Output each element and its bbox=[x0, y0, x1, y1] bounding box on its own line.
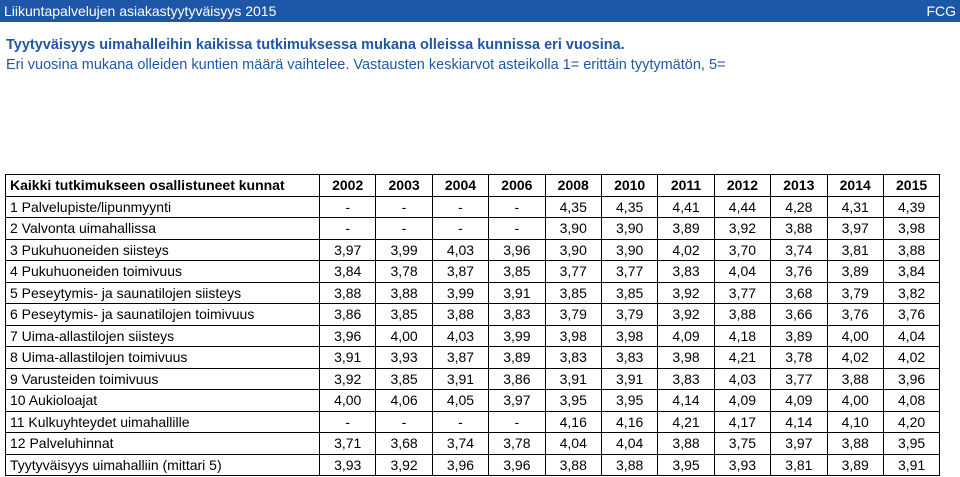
value-cell: 3,85 bbox=[489, 261, 545, 283]
value-cell: 3,89 bbox=[827, 454, 883, 476]
value-cell: 3,74 bbox=[771, 239, 827, 261]
value-cell: 3,89 bbox=[771, 325, 827, 347]
value-cell: 3,84 bbox=[320, 261, 376, 283]
value-cell: 4,14 bbox=[771, 411, 827, 433]
column-header-year: 2015 bbox=[883, 175, 939, 197]
column-header-year: 2011 bbox=[658, 175, 714, 197]
table-row bbox=[6, 325, 940, 347]
value-cell: 4,41 bbox=[658, 196, 714, 218]
section-heading: Tyytyväisyys uimahalleihin kaikissa tutkimuksessa mukana olleissa kunnissa eri vuosina. bbox=[6, 37, 625, 53]
column-header-year: 2012 bbox=[714, 175, 770, 197]
value-cell: 3,88 bbox=[827, 433, 883, 455]
satisfaction-table bbox=[5, 174, 940, 476]
value-cell: 4,09 bbox=[771, 390, 827, 412]
value-cell: - bbox=[376, 196, 432, 218]
value-cell: 3,89 bbox=[658, 218, 714, 240]
value-cell: 3,76 bbox=[827, 304, 883, 326]
value-cell: 3,96 bbox=[432, 454, 488, 476]
value-cell: 4,00 bbox=[320, 390, 376, 412]
value-cell: 4,00 bbox=[827, 390, 883, 412]
row-label: 9 Varusteiden toimivuus bbox=[6, 368, 320, 390]
value-cell: 3,92 bbox=[320, 368, 376, 390]
value-cell: 4,21 bbox=[658, 411, 714, 433]
value-cell: 3,96 bbox=[320, 325, 376, 347]
value-cell: - bbox=[320, 196, 376, 218]
value-cell: 3,85 bbox=[376, 368, 432, 390]
table-row bbox=[6, 368, 940, 390]
value-cell: 3,88 bbox=[376, 282, 432, 304]
value-cell: 3,75 bbox=[714, 433, 770, 455]
value-cell: 4,03 bbox=[432, 239, 488, 261]
value-cell: 3,86 bbox=[489, 368, 545, 390]
value-cell: 3,83 bbox=[658, 261, 714, 283]
value-cell: 3,87 bbox=[432, 347, 488, 369]
column-header-year: 2002 bbox=[320, 175, 376, 197]
value-cell: 3,89 bbox=[489, 347, 545, 369]
value-cell: 3,92 bbox=[658, 282, 714, 304]
value-cell: 4,03 bbox=[714, 368, 770, 390]
value-cell: - bbox=[432, 196, 488, 218]
row-label: 5 Peseytymis- ja saunatilojen siisteys bbox=[6, 282, 320, 304]
value-cell: 3,99 bbox=[432, 282, 488, 304]
value-cell: 3,93 bbox=[320, 454, 376, 476]
value-cell: 4,04 bbox=[601, 433, 657, 455]
value-cell: 4,04 bbox=[714, 261, 770, 283]
value-cell: 3,77 bbox=[601, 261, 657, 283]
table-row bbox=[6, 411, 940, 433]
value-cell: 3,89 bbox=[827, 261, 883, 283]
company-label: FCG bbox=[926, 3, 956, 19]
table-row bbox=[6, 239, 940, 261]
value-cell: 3,92 bbox=[714, 218, 770, 240]
value-cell: 4,14 bbox=[658, 390, 714, 412]
value-cell: 3,81 bbox=[771, 454, 827, 476]
value-cell: 3,88 bbox=[771, 218, 827, 240]
value-cell: - bbox=[376, 218, 432, 240]
value-cell: 4,17 bbox=[714, 411, 770, 433]
value-cell: 3,97 bbox=[827, 218, 883, 240]
value-cell: 3,76 bbox=[883, 304, 939, 326]
value-cell: 4,00 bbox=[376, 325, 432, 347]
value-cell: 3,84 bbox=[883, 261, 939, 283]
value-cell: 3,90 bbox=[601, 239, 657, 261]
value-cell: 3,83 bbox=[489, 304, 545, 326]
value-cell: 3,88 bbox=[714, 304, 770, 326]
value-cell: 3,91 bbox=[883, 454, 939, 476]
value-cell: 4,16 bbox=[545, 411, 601, 433]
value-cell: 3,97 bbox=[320, 239, 376, 261]
value-cell: 3,86 bbox=[320, 304, 376, 326]
value-cell: 3,68 bbox=[376, 433, 432, 455]
value-cell: 4,18 bbox=[714, 325, 770, 347]
column-header-year: 2008 bbox=[545, 175, 601, 197]
row-label: 7 Uima-allastilojen siisteys bbox=[6, 325, 320, 347]
table-row bbox=[6, 196, 940, 218]
value-cell: 3,97 bbox=[771, 433, 827, 455]
value-cell: 3,88 bbox=[320, 282, 376, 304]
value-cell: 3,91 bbox=[601, 368, 657, 390]
value-cell: 3,92 bbox=[658, 304, 714, 326]
value-cell: 3,95 bbox=[601, 390, 657, 412]
value-cell: 3,85 bbox=[601, 282, 657, 304]
value-cell: 4,28 bbox=[771, 196, 827, 218]
row-label: 4 Pukuhuoneiden toimivuus bbox=[6, 261, 320, 283]
value-cell: 3,95 bbox=[883, 433, 939, 455]
table-header-row bbox=[6, 175, 940, 197]
row-label: 3 Pukuhuoneiden siisteys bbox=[6, 239, 320, 261]
value-cell: 4,08 bbox=[883, 390, 939, 412]
value-cell: 3,98 bbox=[658, 347, 714, 369]
column-header-group: Kaikki tutkimukseen osallistuneet kunnat bbox=[6, 175, 320, 197]
value-cell: 3,79 bbox=[601, 304, 657, 326]
value-cell: 3,95 bbox=[658, 454, 714, 476]
value-cell: 3,79 bbox=[545, 304, 601, 326]
value-cell: - bbox=[320, 218, 376, 240]
value-cell: 3,96 bbox=[883, 368, 939, 390]
value-cell: - bbox=[489, 218, 545, 240]
value-cell: 4,04 bbox=[883, 325, 939, 347]
value-cell: 3,88 bbox=[658, 433, 714, 455]
table-row bbox=[6, 433, 940, 455]
value-cell: 3,98 bbox=[601, 325, 657, 347]
table-row bbox=[6, 390, 940, 412]
value-cell: 4,04 bbox=[545, 433, 601, 455]
value-cell: 4,20 bbox=[883, 411, 939, 433]
value-cell: 4,44 bbox=[714, 196, 770, 218]
row-label: 1 Palvelupiste/lipunmyynti bbox=[6, 196, 320, 218]
value-cell: 3,98 bbox=[545, 325, 601, 347]
column-header-year: 2013 bbox=[771, 175, 827, 197]
value-cell: 3,85 bbox=[376, 304, 432, 326]
value-cell: - bbox=[320, 411, 376, 433]
value-cell: 3,71 bbox=[320, 433, 376, 455]
value-cell: 3,96 bbox=[489, 239, 545, 261]
value-cell: 4,31 bbox=[827, 196, 883, 218]
value-cell: 4,02 bbox=[883, 347, 939, 369]
value-cell: 3,78 bbox=[489, 433, 545, 455]
value-cell: 3,99 bbox=[489, 325, 545, 347]
value-cell: 3,98 bbox=[883, 218, 939, 240]
value-cell: 3,83 bbox=[545, 347, 601, 369]
value-cell: 3,81 bbox=[827, 239, 883, 261]
row-label: 8 Uima-allastilojen toimivuus bbox=[6, 347, 320, 369]
value-cell: 3,90 bbox=[601, 218, 657, 240]
value-cell: - bbox=[432, 218, 488, 240]
value-cell: 3,83 bbox=[658, 368, 714, 390]
row-label: Tyytyväisyys uimahalliin (mittari 5) bbox=[6, 454, 320, 476]
value-cell: 3,91 bbox=[320, 347, 376, 369]
value-cell: 3,96 bbox=[489, 454, 545, 476]
value-cell: - bbox=[489, 411, 545, 433]
table-row bbox=[6, 304, 940, 326]
value-cell: 4,00 bbox=[827, 325, 883, 347]
value-cell: 3,91 bbox=[489, 282, 545, 304]
value-cell: 3,70 bbox=[714, 239, 770, 261]
value-cell: 4,21 bbox=[714, 347, 770, 369]
value-cell: 3,85 bbox=[545, 282, 601, 304]
value-cell: 4,39 bbox=[883, 196, 939, 218]
value-cell: 4,35 bbox=[545, 196, 601, 218]
section-description: Eri vuosina mukana olleiden kuntien määrä vaihtelee. Vastausten keskiarvot asteikolla 1= erittäin tyytymätön, 5= bbox=[6, 57, 726, 73]
value-cell: 3,93 bbox=[714, 454, 770, 476]
value-cell: 3,88 bbox=[432, 304, 488, 326]
value-cell: 3,78 bbox=[376, 261, 432, 283]
value-cell: 3,99 bbox=[376, 239, 432, 261]
value-cell: 3,93 bbox=[376, 347, 432, 369]
value-cell: 4,02 bbox=[658, 239, 714, 261]
table-row bbox=[6, 282, 940, 304]
row-label: 10 Aukioloajat bbox=[6, 390, 320, 412]
table-row bbox=[6, 347, 940, 369]
value-cell: 3,97 bbox=[489, 390, 545, 412]
column-header-year: 2006 bbox=[489, 175, 545, 197]
value-cell: 3,88 bbox=[601, 454, 657, 476]
value-cell: 3,78 bbox=[771, 347, 827, 369]
value-cell: 4,06 bbox=[376, 390, 432, 412]
value-cell: 3,77 bbox=[714, 282, 770, 304]
value-cell: 4,35 bbox=[601, 196, 657, 218]
value-cell: 3,91 bbox=[432, 368, 488, 390]
value-cell: 4,10 bbox=[827, 411, 883, 433]
table-row bbox=[6, 454, 940, 476]
report-header-bar bbox=[0, 0, 960, 22]
row-label: 12 Palveluhinnat bbox=[6, 433, 320, 455]
value-cell: 3,82 bbox=[883, 282, 939, 304]
value-cell: 3,87 bbox=[432, 261, 488, 283]
column-header-year: 2014 bbox=[827, 175, 883, 197]
value-cell: 3,91 bbox=[545, 368, 601, 390]
table-row bbox=[6, 218, 940, 240]
value-cell: 4,09 bbox=[714, 390, 770, 412]
value-cell: 4,09 bbox=[658, 325, 714, 347]
value-cell: 3,88 bbox=[545, 454, 601, 476]
report-title: Liikuntapalvelujen asiakastyytyväisyys 2015 bbox=[4, 3, 277, 19]
value-cell: 3,95 bbox=[545, 390, 601, 412]
column-header-year: 2004 bbox=[432, 175, 488, 197]
value-cell: - bbox=[432, 411, 488, 433]
value-cell: 3,92 bbox=[376, 454, 432, 476]
value-cell: - bbox=[489, 196, 545, 218]
value-cell: 3,76 bbox=[771, 261, 827, 283]
value-cell: 4,05 bbox=[432, 390, 488, 412]
value-cell: 4,02 bbox=[827, 347, 883, 369]
value-cell: 3,68 bbox=[771, 282, 827, 304]
value-cell: 3,90 bbox=[545, 239, 601, 261]
row-label: 2 Valvonta uimahallissa bbox=[6, 218, 320, 240]
value-cell: 3,74 bbox=[432, 433, 488, 455]
value-cell: 4,03 bbox=[432, 325, 488, 347]
value-cell: 3,66 bbox=[771, 304, 827, 326]
column-header-year: 2003 bbox=[376, 175, 432, 197]
value-cell: 4,16 bbox=[601, 411, 657, 433]
value-cell: 3,90 bbox=[545, 218, 601, 240]
value-cell: 3,79 bbox=[827, 282, 883, 304]
column-header-year: 2010 bbox=[601, 175, 657, 197]
value-cell: 3,88 bbox=[827, 368, 883, 390]
value-cell: - bbox=[376, 411, 432, 433]
value-cell: 3,88 bbox=[883, 239, 939, 261]
row-label: 11 Kulkuyhteydet uimahallille bbox=[6, 411, 320, 433]
row-label: 6 Peseytymis- ja saunatilojen toimivuus bbox=[6, 304, 320, 326]
value-cell: 3,77 bbox=[545, 261, 601, 283]
value-cell: 3,83 bbox=[601, 347, 657, 369]
value-cell: 3,77 bbox=[771, 368, 827, 390]
table-row bbox=[6, 261, 940, 283]
